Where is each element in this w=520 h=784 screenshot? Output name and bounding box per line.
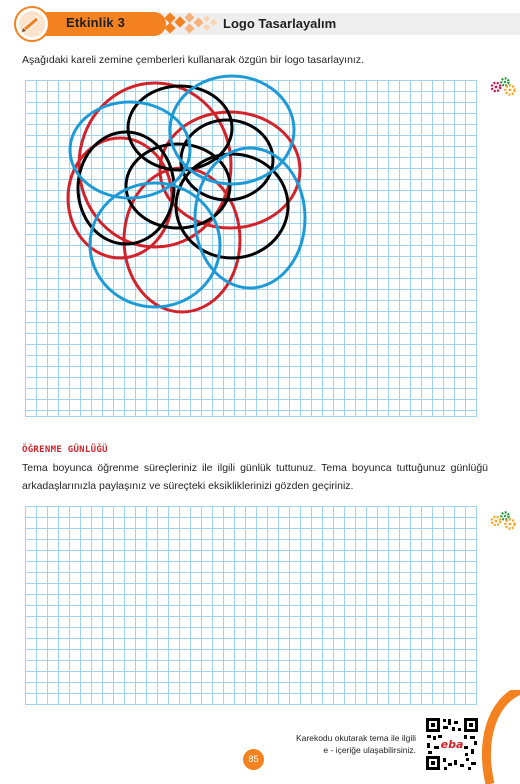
section-text: Tema boyunca öğrenme süreçleriniz ile ilgili günlük tuttunuz. Tema boyunca tuttuğunuz günlüğü arkadaşlarınızla paylaşınız ve süreçteki eksikliklerinizi gözden geçiriniz. [22,462,488,492]
eba-logo-text: eba [440,738,464,751]
instruction-text: Aşağıdaki kareli zemine çemberleri kullanarak özgün bir logo tasarlayınız. [22,54,364,66]
gears-icon [488,509,518,533]
section-heading: ÖĞRENME GÜNLÜĞÜ [22,445,108,455]
gears-icon [488,75,518,99]
qr-note [296,732,416,756]
qr-code[interactable] [424,716,480,772]
journal-writing-grid[interactable] [25,506,477,705]
activity-label: Etkinlik 3 [66,15,126,30]
activity-title: Logo Tasarlayalım [223,16,337,31]
page-number: 85 [243,749,264,770]
qr-note-line: Karekodu okutarak tema ile ilgili [295,733,416,743]
qr-note-line: e - içeriğe ulaşabilirsiniz. [323,745,416,755]
